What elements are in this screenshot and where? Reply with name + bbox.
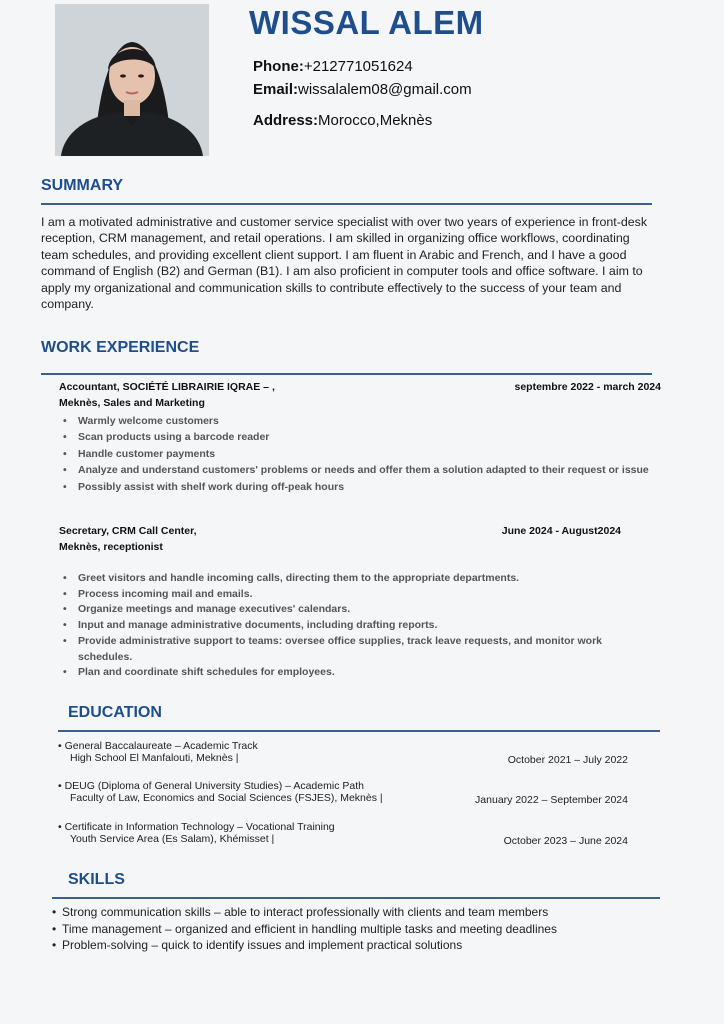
education-item-1 — [58, 740, 628, 764]
list-item: • Handle customer payments — [62, 446, 667, 462]
job-title-1: Accountant, SOCIÉTÉ LIBRAIRIE IQRAE – , — [59, 381, 275, 393]
address-value: Morocco,Meknès — [318, 112, 433, 129]
list-item: • Process incoming mail and emails. — [62, 587, 622, 603]
education-school: High School El Manfalouti, Meknès | — [70, 752, 239, 764]
education-divider — [58, 730, 660, 732]
phone-label: Phone: — [253, 58, 304, 75]
skills-divider — [52, 897, 660, 899]
skills-list — [52, 904, 672, 954]
list-item: • Organize meetings and manage executives' calendars. — [62, 602, 622, 618]
work-title: WORK EXPERIENCE — [41, 339, 200, 356]
education-degree: • General Baccalaureate – Academic Track — [58, 740, 258, 752]
list-item: • Strong communication skills – able to interact professionally with clients and team members — [52, 904, 672, 921]
email-label: Email: — [253, 81, 299, 98]
education-item-2 — [58, 780, 628, 804]
list-item: • Greet visitors and handle incoming calls, directing them to the appropriate departments. — [62, 571, 622, 587]
email-value: wissalalem08@gmail.com — [298, 81, 472, 98]
summary-divider — [41, 203, 652, 205]
skills-title: SKILLS — [68, 871, 125, 888]
phone-value: +212771051624 — [303, 58, 413, 75]
education-degree: • Certificate in Information Technology – Vocational Training — [58, 821, 335, 833]
education-dates: January 2022 – September 2024 — [475, 794, 628, 806]
job-sub-2: Meknès, receptionist — [59, 541, 163, 553]
candidate-name: WISSAL ALEM — [249, 4, 484, 41]
summary-title: SUMMARY — [41, 177, 124, 194]
job-duties-2 — [62, 571, 622, 681]
job-dates-2: June 2024 - August2024 — [501, 525, 621, 537]
job-title-2: Secretary, CRM Call Center, — [59, 525, 197, 537]
education-school: Youth Service Area (Es Salam), Khémisset | — [70, 833, 275, 845]
address-line — [253, 112, 432, 129]
phone-line — [253, 58, 413, 75]
summary-text: I am a motivated administrative and customer service specialist with over two years of experience in front-desk reception, CRM management, and retail operations. I am skilled in organizing office workflows, coordinating team schedules, and providing excellent client support. I am fluent in Arabic and French, and I have a good command of English (B2) and German (B1). I am also proficient in computer tools and office software. I aim to apply my organizational and communication skills to contribute effectively to the success of your team and company. — [41, 215, 648, 312]
email-line — [253, 81, 472, 98]
work-divider — [41, 373, 652, 375]
list-item: • Scan products using a barcode reader — [62, 429, 667, 445]
job-sub-1: Meknès, Sales and Marketing — [59, 397, 205, 409]
list-item: • Time management – organized and efficient in handling multiple tasks and meeting deadlines — [52, 921, 672, 938]
education-title: EDUCATION — [68, 704, 162, 721]
education-degree: • DEUG (Diploma of General University Studies) – Academic Path — [58, 780, 364, 792]
education-item-3 — [58, 821, 628, 845]
list-item: • Input and manage administrative documents, including drafting reports. — [62, 618, 622, 634]
list-item: • Provide administrative support to teams: oversee office supplies, track leave requests, and monitor work schedules. — [62, 634, 622, 665]
education-dates: October 2023 – June 2024 — [503, 835, 628, 847]
list-item: • Problem-solving – quick to identify issues and implement practical solutions — [52, 937, 672, 954]
job-duties-1 — [62, 413, 667, 495]
education-dates: October 2021 – July 2022 — [507, 754, 628, 766]
list-item: • Plan and coordinate shift schedules for employees. — [62, 665, 622, 681]
list-item: • Analyze and understand customers' problems or needs and offer them a solution adapted to their request or issue — [62, 462, 667, 478]
profile-photo — [55, 4, 209, 156]
job-dates-1: septembre 2022 - march 2024 — [514, 381, 661, 393]
education-school: Faculty of Law, Economics and Social Sciences (FSJES), Meknès | — [70, 792, 383, 804]
list-item: • Possibly assist with shelf work during off-peak hours — [62, 479, 667, 495]
portrait-image — [55, 4, 209, 156]
list-item: • Warmly welcome customers — [62, 413, 667, 429]
address-label: Address: — [253, 112, 319, 129]
